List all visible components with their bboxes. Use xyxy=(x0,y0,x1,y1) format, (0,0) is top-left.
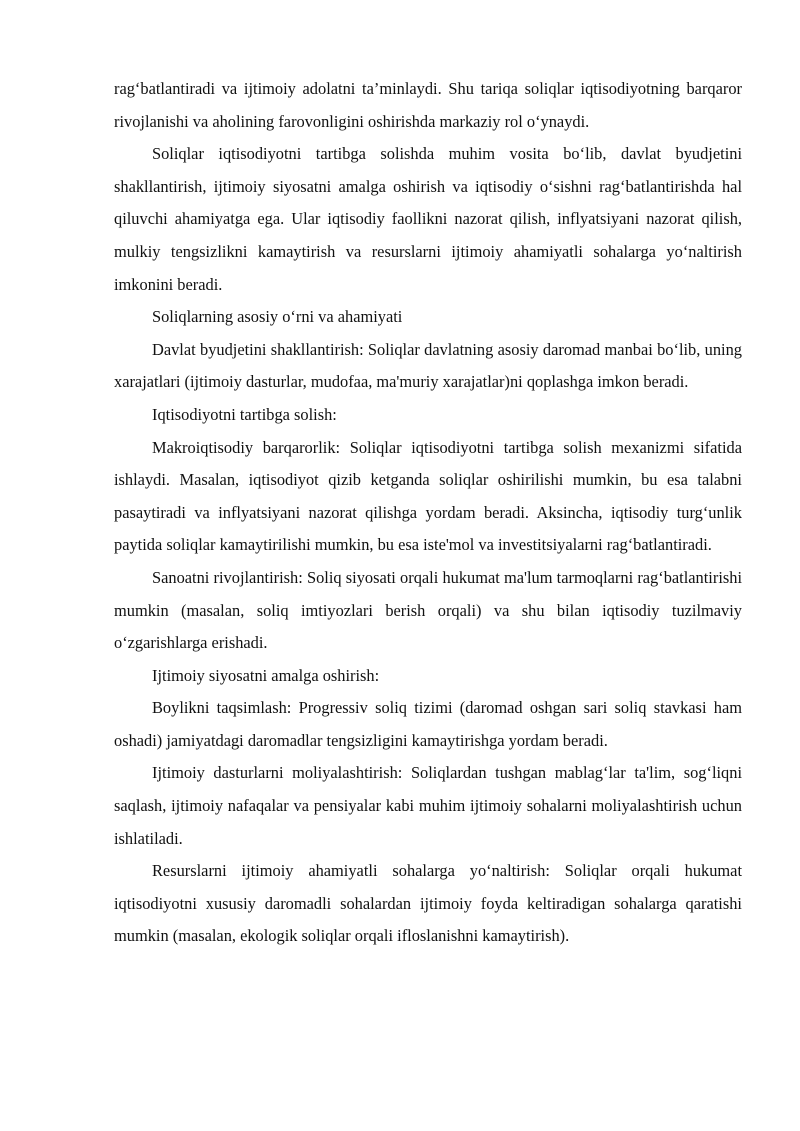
paragraph-social-programs: Ijtimoiy dasturlarni moliyalashtirish: Soliqlardan tushgan mablag‘lar ta'lim, sog‘liqni saqlash, ijtimoiy nafaqalar va pensiyalar kabi muhim ijtimoiy sohalarni moliyalashtirish uchun ishlatiladi. xyxy=(114,763,742,848)
subheading-social-policy: Ijtimoiy siyosatni amalga oshirish: xyxy=(152,665,380,685)
paragraph-macro-stability: Makroiqtisodiy barqarorlik: Soliqlar iqtisodiyotni tartibga solish mexanizmi sifatida ishlaydi. Masalan, iqtisodiyot qizib ketganda soliqlar oshirilishi mumkin, bu esa talabni pasaytiradi va inflyatsiyani nazorat qilishga yordam beradi. Aksincha, iqtisodiy turg‘unlik paytida soliqlar kamaytirilishi mumkin, bu esa iste'mol va investitsiyalarni rag‘batlantiradi. xyxy=(114,437,742,555)
subheading-economy-regulation: Iqtisodiyotni tartibga solish: xyxy=(152,404,337,424)
paragraph-wealth-distribution: Boylikni taqsimlash: Progressiv soliq tizimi (daromad oshgan sari soliq stavkasi ham oshadi) jamiyatdagi daromadlar tengsizligini kamaytirishga yordam beradi. xyxy=(114,698,742,750)
paragraph-taxes-role: Soliqlar iqtisodiyotni tartibga solishda muhim vosita bo‘lib, davlat byudjetini shakllantirish, ijtimoiy siyosatni amalga oshirish va iqtisodiy o‘sishni rag‘batlantirishda hal qiluvchi ahamiyatga ega. Ular iqtisodiy faollikni nazorat qilish, inflyatsiyani nazorat qilish, mulkiy tengsizlikni kamaytirish va resurslarni ijtimoiy ahamiyatli sohalarga yo‘naltirish imkonini beradi. xyxy=(114,144,742,294)
paragraph-state-budget: Davlat byudjetini shakllantirish: Soliqlar davlatning asosiy daromad manbai bo‘lib, uning xarajatlari (ijtimoiy dasturlar, mudofaa, ma'muriy xarajatlar)ni qoplashga imkon beradi. xyxy=(114,339,742,392)
paragraph-intro-continuation: rag‘batlantiradi va ijtimoiy adolatni ta’minlaydi. Shu tariqa soliqlar iqtisodiyotning barqaror rivojlanishi va aholining farovonligini oshirishda markaziy rol o‘ynaydi. xyxy=(114,79,742,131)
paragraph-resource-allocation: Resurslarni ijtimoiy ahamiyatli sohalarga yo‘naltirish: Soliqlar orqali hukumat iqtisodiyotni xususiy daromadli sohalardan ijtimoiy foyda keltiradigan sohalarga qaratishi mumkin (masalan, ekologik soliqlar orqali ifloslanishni kamaytirish). xyxy=(114,861,742,946)
section-heading-main-role: Soliqlarning asosiy o‘rni va ahamiyati xyxy=(152,307,403,327)
document-body xyxy=(114,73,742,953)
paragraph-industry-development: Sanoatni rivojlantirish: Soliq siyosati orqali hukumat ma'lum tarmoqlarni rag‘batlantirishi mumkin (masalan, soliq imtiyozlari berish orqali) va shu bilan iqtisodiy tuzilmaviy o‘zgarishlarga erishadi. xyxy=(114,567,742,653)
